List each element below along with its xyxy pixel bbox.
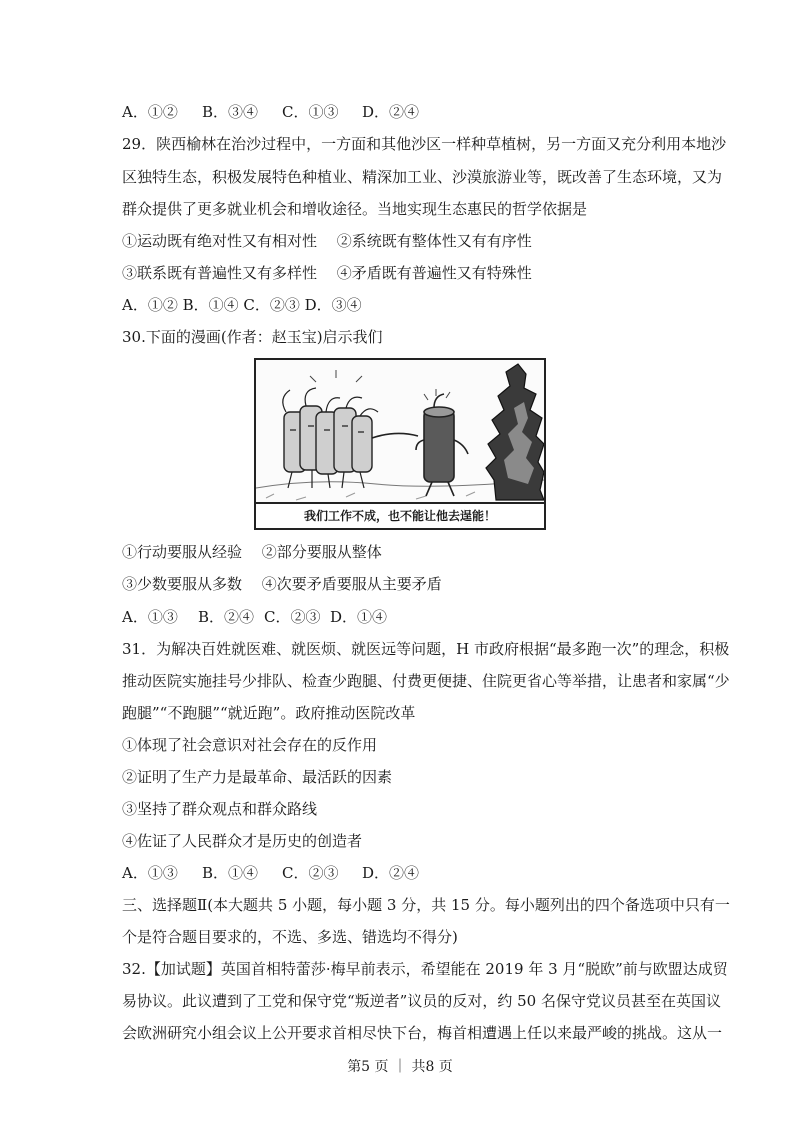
q30-comic-caption: 我们工作不成，也不能让他去逞能！	[256, 502, 544, 528]
q29-stem-line-3: 群众提供了更多就业机会和增收途径。当地实现生态惠民的哲学依据是	[122, 200, 588, 218]
q29-stem-line-2: 区独特生态，积极发展特色种植业、精深加工业、沙漠旅游业等，既改善了生态环境，又为	[122, 168, 723, 186]
q32-stem-line-2: 易协议。此议遭到了工党和保守党“叛逆者”议员的反对，约 50 名保守党议员甚至在英国议	[122, 992, 721, 1010]
q31-stem-line-3: 跑腿”“不跑腿”“就近跑”。政府推动医院改革	[122, 704, 416, 722]
section3-heading-line-2: 个是符合题目要求的，不选、多选、错选均不得分)	[122, 928, 458, 946]
q29-options: A．①② B．①④ C．②③ D．③④	[122, 296, 362, 314]
q30-item-line-1: ①行动要服从经验 ②部分要服从整体	[122, 543, 382, 561]
q30-options	[122, 606, 387, 628]
q29-item-line-1: ①运动既有绝对性又有相对性 ②系统既有整体性又有有序性	[122, 232, 532, 250]
q30-option-c: C．②③	[264, 608, 321, 626]
q31-option-d: D．②④	[362, 864, 420, 882]
section3-heading-line-1: 三、选择题Ⅱ(本大题共 5 小题，每小题 3 分，共 15 分。每小题列出的四个备选项中只有一	[122, 896, 730, 914]
q31-option-b: B．①④	[202, 864, 259, 882]
q31-option-a: A．①③	[122, 864, 178, 882]
q32-stem-line-1: 32.【加试题】英国首相特蕾莎·梅早前表示，希望能在 2019 年 3 月“脱欧”前与欧盟达成贸	[122, 960, 728, 978]
q29-stem-line-1: 29．陕西榆林在治沙过程中，一方面和其他沙区一样种草植树，另一方面又充分利用本地沙	[122, 135, 727, 153]
q31-stem-line-1: 31．为解决百姓就医难、就医烦、就医远等问题，H 市政府根据“最多跑一次”的理念，积极	[122, 640, 730, 658]
q30-option-a: A．①③	[122, 608, 178, 626]
q28-options	[122, 101, 419, 123]
q31-stem-line-2: 推动医院实施挂号少排队、检查少跑腿、付费更便捷、住院更省心等举措，让患者和家属“少	[122, 672, 730, 690]
q28-option-a: A．①②	[122, 103, 178, 121]
q31-item-3: ③坚持了群众观点和群众路线	[122, 800, 318, 818]
q28-option-c: C．①③	[282, 103, 339, 121]
q30-item-line-2: ③少数要服从多数 ④次要矛盾要服从主要矛盾	[122, 575, 442, 593]
q32-stem-line-3: 会欧洲研究小组会议上公开要求首相尽快下台，梅首相遭遇上任以来最严峻的挑战。这从一	[122, 1024, 723, 1042]
q30-option-d: D．①④	[330, 608, 388, 626]
q29-item-line-2: ③联系既有普遍性又有多样性 ④矛盾既有普遍性又有特殊性	[122, 264, 532, 282]
q31-item-2: ②证明了生产力是最革命、最活跃的因素	[122, 768, 393, 786]
q30-stem: 30.下面的漫画(作者：赵玉宝)启示我们	[122, 328, 383, 346]
q31-item-1: ①体现了社会意识对社会存在的反作用	[122, 736, 378, 754]
q31-option-c: C．②③	[282, 864, 339, 882]
comic-illustration	[256, 360, 544, 506]
q31-item-4: ④佐证了人民群众才是历史的创造者	[122, 832, 363, 850]
q30-comic	[254, 358, 546, 530]
page-footer: 第5 页 ｜ 共8 页	[347, 1059, 453, 1075]
q30-option-b: B．②④	[198, 608, 255, 626]
q28-option-b: B．③④	[202, 103, 259, 121]
q31-options	[122, 862, 419, 884]
q28-option-d: D．②④	[362, 103, 420, 121]
